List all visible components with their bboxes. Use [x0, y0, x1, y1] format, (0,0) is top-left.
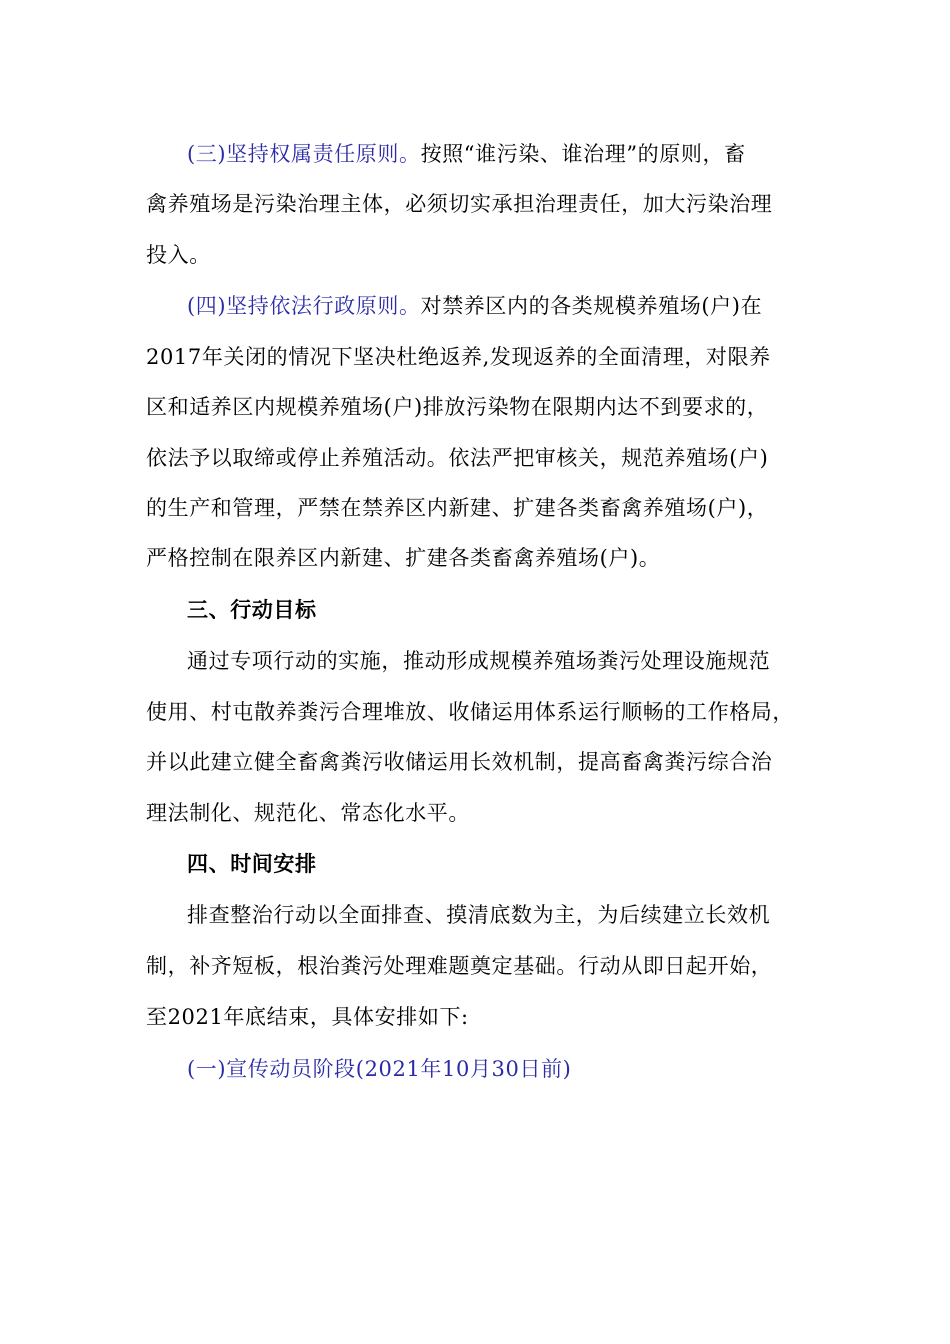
paragraph-line: 通过专项行动的实施，推动形成规模养殖场粪污处理设施规范	[187, 649, 771, 673]
paragraph-text: 按照“谁污染、谁治理”的原则，畜	[420, 142, 746, 166]
paragraph-line: 至2021年底结束，具体安排如下:	[146, 1005, 469, 1029]
paragraph-line: 区和适养区内规模养殖场(户)排放污染物在限期内达不到要求的，	[146, 395, 769, 419]
paragraph-line: 制，补齐短板，根治粪污处理难题奠定基础。行动从即日起开始，	[146, 954, 773, 978]
principle-heading-4: (四)坚持依法行政原则。	[187, 294, 421, 318]
paragraph-line: 投入。	[146, 243, 211, 267]
paragraph-line: 使用、村屯散养粪污合理堆放、收储运用体系运行顺畅的工作格局，	[146, 700, 794, 724]
paragraph-line: 禽养殖场是污染治理主体，必须切实承担治理责任，加大污染治理	[146, 192, 773, 216]
paragraph-line: 依法予以取缔或停止养殖活动。依法严把审核关，规范养殖场(户)	[146, 446, 769, 470]
section-title-3: 三、行动目标	[187, 597, 317, 622]
paragraph-line: 理法制化、规范化、常态化水平。	[146, 801, 470, 825]
paragraph-line	[187, 291, 847, 321]
stage-heading-1: (一)宣传动员阶段(2021年10月30日前)	[187, 1057, 572, 1081]
principle-heading-3: (三)坚持权属责任原则。	[187, 142, 421, 166]
section-title-4: 四、时间安排	[187, 851, 317, 876]
paragraph-line: 并以此建立健全畜禽粪污收储运用长效机制，提高畜禽粪污综合治	[146, 750, 773, 774]
paragraph-line	[187, 139, 847, 169]
paragraph-line: 2017年关闭的情况下坚决杜绝返养,发现返养的全面清理，对限养	[146, 345, 771, 369]
paragraph-line: 的生产和管理，严禁在禁养区内新建、扩建各类畜禽养殖场(户)，	[146, 496, 769, 520]
paragraph-text: 对禁养区内的各类规模养殖场(户)在	[420, 294, 763, 318]
paragraph-line: 严格控制在限养区内新建、扩建各类畜禽养殖场(户)。	[146, 546, 661, 570]
paragraph-line: 排查整治行动以全面排查、摸清底数为主，为后续建立长效机	[187, 903, 771, 927]
